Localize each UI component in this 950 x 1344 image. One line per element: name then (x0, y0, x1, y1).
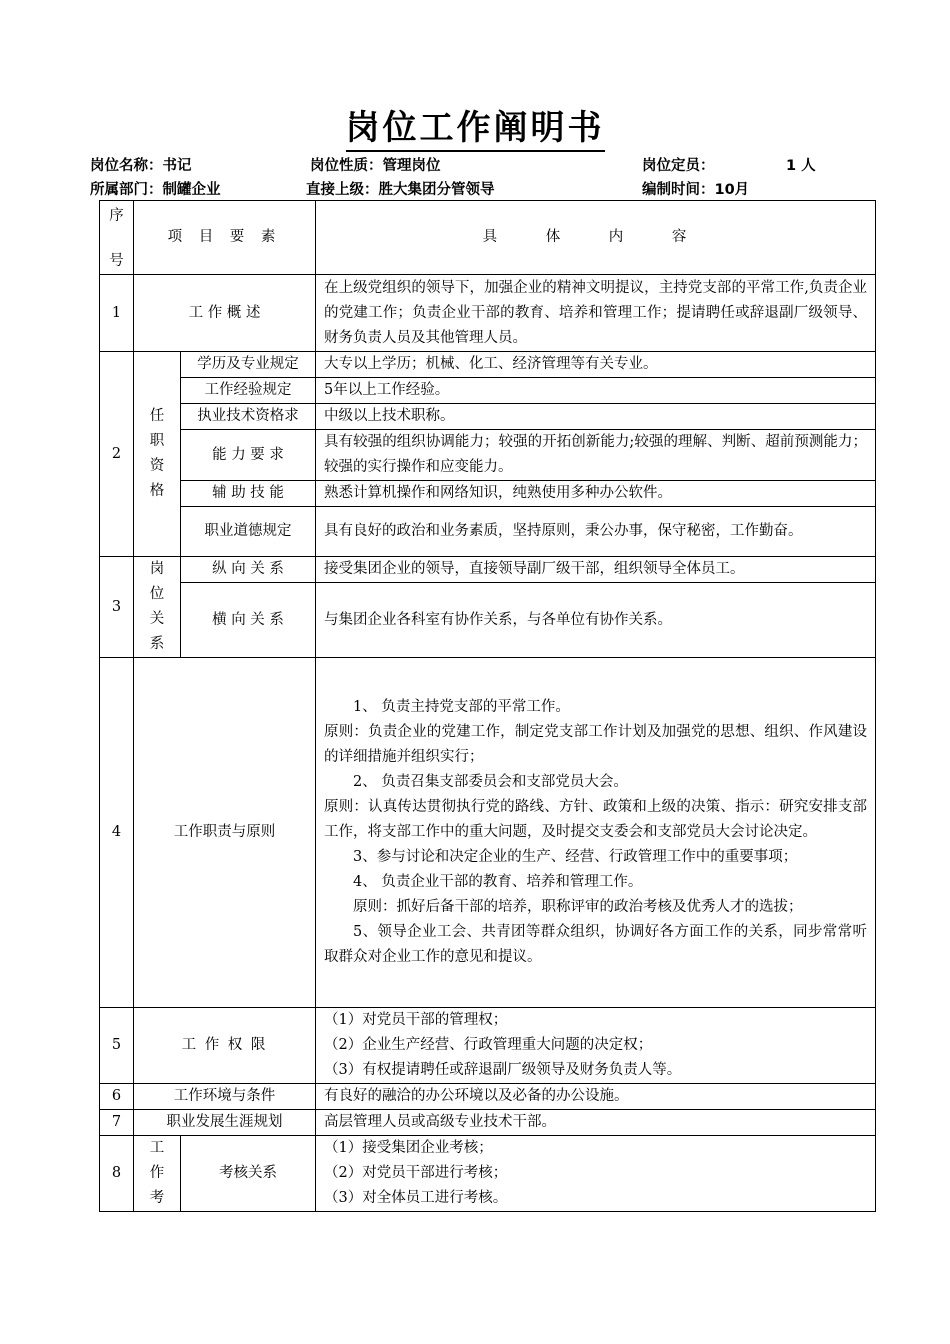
post-quota-value: 1 人 (786, 158, 816, 174)
seq-header: 序 号 (100, 201, 134, 275)
item-content (316, 658, 876, 1008)
post-name: 岗位名称：书记 (90, 158, 192, 174)
sub-content: 中级以上技术职称。 (316, 404, 876, 430)
row-number: 5 (100, 1008, 134, 1084)
table-row (100, 352, 876, 378)
sub-label: 纵 向 关 系 (181, 557, 316, 583)
table-row (100, 430, 876, 481)
table-row (100, 1008, 876, 1084)
group-label: 工 作 考 (134, 1136, 181, 1212)
sub-label: 工作经验规定 (181, 378, 316, 404)
compile-time: 编制时间：10月 (642, 182, 750, 198)
duty-line: 3、参与讨论和决定企业的生产、经营、行政管理工作中的重要事项； (353, 849, 798, 865)
item-content: 在上级党组织的领导下，加强企业的精神文明提议，主持党支部的平常工作,负责企业的党建工作；负责企业干部的教育、培养和管理工作；提请聘任或辞退副厂级领导、财务负责人员及其他管理人员。 (316, 275, 876, 352)
table-row (100, 1136, 876, 1212)
item-content: 高层管理人员或高级专业技术干部。 (316, 1110, 876, 1136)
content-header: 具 体 内 容 (316, 201, 876, 275)
sub-label: 考核关系 (181, 1136, 316, 1212)
sub-label: 执业技术资格求 (181, 404, 316, 430)
item-header: 项 目 要 素 (134, 201, 316, 275)
authority-line: （3）有权提请聘任或辞退副厂级领导及财务负责人等。 (324, 1062, 682, 1078)
assessment-line: （3）对全体员工进行考核。 (324, 1190, 508, 1206)
duty-line: 原则：抓好后备干部的培养，职称评审的政治考核及优秀人才的选拔； (353, 899, 803, 915)
duty-line: 4、 负责企业干部的教育、培养和管理工作。 (353, 874, 643, 890)
post-nature: 岗位性质：管理岗位 (310, 158, 441, 174)
table-row (100, 481, 876, 507)
superior: 直接上级：胜大集团分管领导 (306, 182, 495, 198)
table-row (100, 404, 876, 430)
table-row (100, 1110, 876, 1136)
sub-content: 与集团企业各科室有协作关系，与各单位有协作关系。 (316, 583, 876, 658)
sub-content: 5年以上工作经验。 (316, 378, 876, 404)
row-number: 8 (100, 1136, 134, 1212)
sub-content: 具有较强的组织协调能力；较强的开拓创新能力;较强的理解、判断、超前预测能力；较强的实行操作和应变能力。 (316, 430, 876, 481)
row-number: 2 (100, 352, 134, 557)
sub-label: 职业道德规定 (181, 507, 316, 557)
sub-label: 学历及专业规定 (181, 352, 316, 378)
item-content: 有良好的融洽的办公环境以及必备的办公设施。 (316, 1084, 876, 1110)
table-row (100, 557, 876, 583)
duty-line: 原则：负责企业的党建工作，制定党支部工作计划及加强党的思想、组织、作风建设的详细措施并组织实行； (324, 724, 868, 765)
table-row (100, 507, 876, 557)
table-row (100, 378, 876, 404)
group-label: 任 职 资 格 (134, 352, 181, 557)
job-description-table (99, 200, 876, 1212)
authority-line: （1）对党员干部的管理权； (324, 1012, 508, 1028)
authority-line: （2）企业生产经营、行政管理重大问题的决定权； (324, 1037, 653, 1053)
sub-label: 能 力 要 求 (181, 430, 316, 481)
item-label: 工作环境与条件 (134, 1084, 316, 1110)
row-number: 6 (100, 1084, 134, 1110)
sub-content: 大专以上学历；机械、化工、经济管理等有关专业。 (316, 352, 876, 378)
item-label: 工作职责与原则 (134, 658, 316, 1008)
table-row (100, 658, 876, 1008)
row-number: 7 (100, 1110, 134, 1136)
row-number: 4 (100, 658, 134, 1008)
row-number: 3 (100, 557, 134, 658)
assessment-line: （1）接受集团企业考核； (324, 1140, 493, 1156)
table-row (100, 583, 876, 658)
group-label: 岗 位 关 系 (134, 557, 181, 658)
row-number: 1 (100, 275, 134, 352)
sub-label: 横 向 关 系 (181, 583, 316, 658)
table-header-row (100, 201, 876, 275)
document-title: 岗位工作阐明书 (0, 100, 950, 149)
item-content (316, 1136, 876, 1212)
table-row (100, 1084, 876, 1110)
item-label: 工 作 概 述 (134, 275, 316, 352)
duty-line: 2、 负责召集支部委员会和支部党员大会。 (353, 774, 628, 790)
duty-line: 1、 负责主持党支部的平常工作。 (353, 699, 570, 715)
assessment-line: （2）对党员干部进行考核； (324, 1165, 508, 1181)
duty-line: 原则：认真传达贯彻执行党的路线、方针、政策和上级的决策、指示：研究安排支部工作，将支部工作中的重大问题，及时提交支委会和支部党员大会讨论决定。 (324, 799, 868, 840)
sub-label: 辅 助 技 能 (181, 481, 316, 507)
table-row (100, 275, 876, 352)
item-content (316, 1008, 876, 1084)
department: 所属部门：制罐企业 (90, 182, 221, 198)
item-label: 职业发展生涯规划 (134, 1110, 316, 1136)
sub-content: 接受集团企业的领导，直接领导副厂级干部，组织领导全体员工。 (316, 557, 876, 583)
item-label: 工 作 权 限 (134, 1008, 316, 1084)
post-quota-label: 岗位定员： (642, 158, 715, 174)
sub-content: 具有良好的政治和业务素质，坚持原则，秉公办事，保守秘密，工作勤奋。 (316, 507, 876, 557)
sub-content: 熟悉计算机操作和网络知识，纯熟使用多种办公软件。 (316, 481, 876, 507)
duty-line: 5、领导企业工会、共青团等群众组织，协调好各方面工作的关系，同步常常听取群众对企业工作的意见和提议。 (324, 924, 868, 965)
